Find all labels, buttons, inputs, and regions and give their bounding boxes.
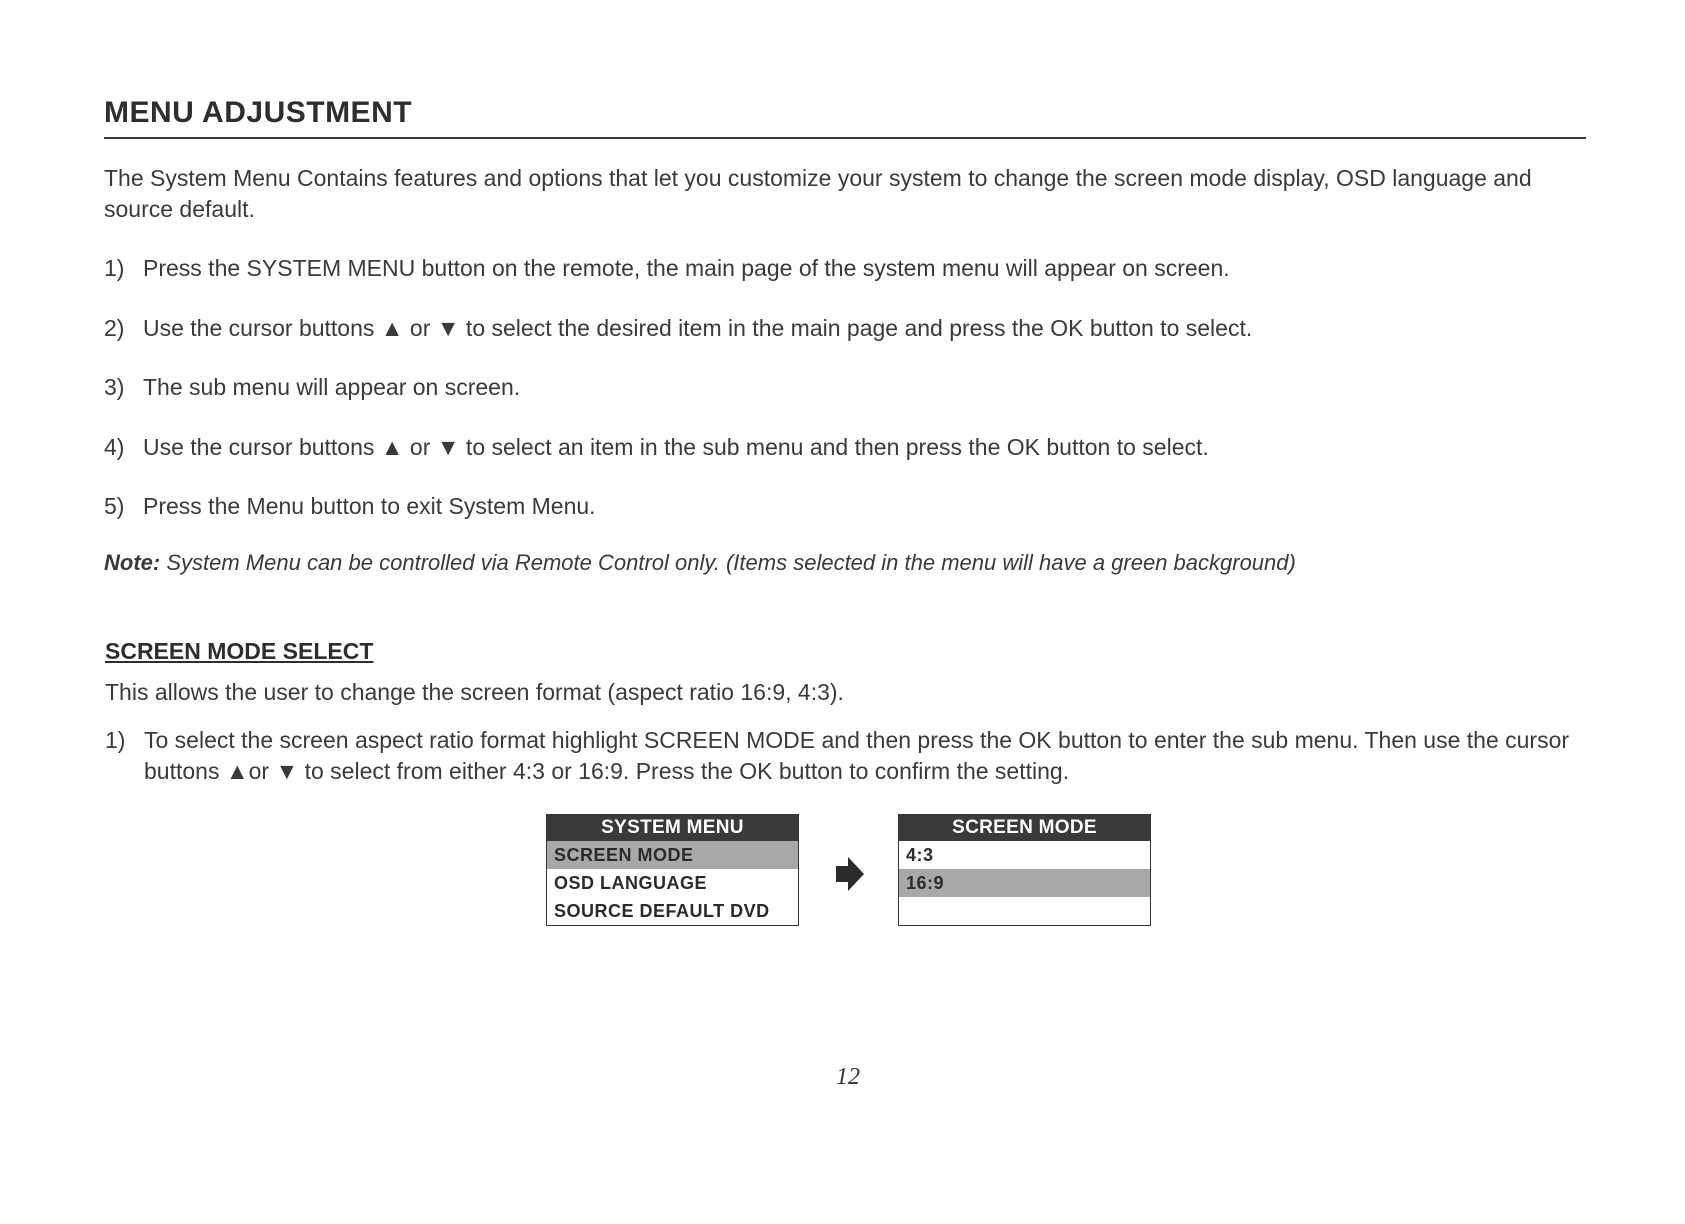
- step-item: [104, 372, 520, 403]
- step-item: [104, 432, 1209, 463]
- title-rule: [104, 137, 1586, 139]
- step-number: 4): [104, 434, 125, 460]
- section-title: SCREEN MODE SELECT: [105, 638, 374, 664]
- page-number: 12: [836, 1064, 860, 1090]
- menu-item-source-default: SOURCE DEFAULT DVD: [554, 901, 770, 921]
- step-text: Press the Menu button to exit System Menu.: [143, 493, 596, 519]
- step-item: [104, 313, 1252, 344]
- section-description: This allows the user to change the screen format (aspect ratio 16:9, 4:3).: [105, 679, 844, 705]
- step-item: [104, 253, 1230, 284]
- menu-item-empty: [899, 897, 1150, 925]
- step-number: 3): [104, 374, 125, 400]
- page-title: MENU ADJUSTMENT: [104, 96, 413, 129]
- section-step: [105, 725, 1585, 787]
- step-text: To select the screen aspect ratio format highlight SCREEN MODE and then press the OK button to enter the sub menu. Then use the cursor buttons ▲or ▼ to select from either 4:3 or 16:9. Press the OK button to confirm the setting.: [144, 727, 1570, 784]
- step-text: Press the SYSTEM MENU button on the remote, the main page of the system menu will appear on screen.: [143, 255, 1230, 281]
- menu-item-osd-language: OSD LANGUAGE: [554, 873, 708, 893]
- step-text: Use the cursor buttons ▲ or ▼ to select the desired item in the main page and press the OK button to select.: [143, 315, 1253, 341]
- menu-item-screen-mode: SCREEN MODE: [547, 841, 798, 869]
- screen-mode-header: SCREEN MODE: [899, 815, 1150, 841]
- screen-mode-menu-box: [898, 814, 1151, 926]
- step-number: 2): [104, 315, 125, 341]
- step-number: 1): [105, 727, 126, 753]
- right-arrow-icon: [836, 857, 864, 891]
- note-text: System Menu can be controlled via Remote Control only. (Items selected in the menu will have a green background): [166, 550, 1296, 575]
- step-item: [104, 491, 596, 522]
- step-number: 5): [104, 493, 125, 519]
- menu-item-4-3: 4:3: [906, 845, 934, 865]
- system-menu-box: [546, 814, 799, 926]
- note-label: Note:: [104, 550, 161, 575]
- step-text: Use the cursor buttons ▲ or ▼ to select an item in the sub menu and then press the OK button to select.: [143, 434, 1209, 460]
- step-text: The sub menu will appear on screen.: [143, 374, 521, 400]
- menu-item-16-9: 16:9: [899, 869, 1150, 897]
- system-menu-header: SYSTEM MENU: [547, 815, 798, 841]
- note: [104, 550, 1296, 576]
- intro-paragraph: The System Menu Contains features and options that let you customize your system to change the screen mode display, OSD language and source default.: [104, 165, 1532, 222]
- step-number: 1): [104, 255, 125, 281]
